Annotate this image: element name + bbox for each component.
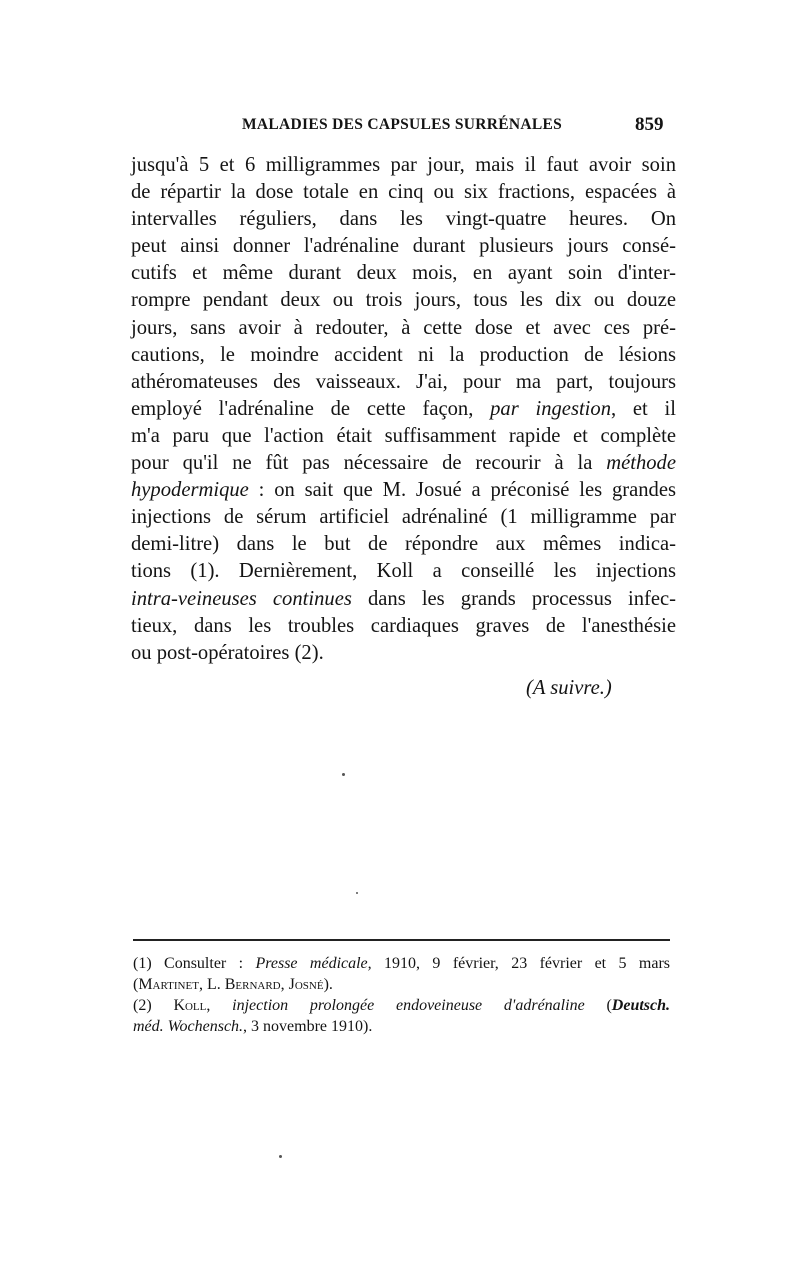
text-line: injections de sérum artificiel adrénaliné (1 milligramme par [131, 506, 676, 529]
italic-segment: intra-veineuses continues [131, 587, 352, 610]
footnote-1-cont [133, 974, 670, 995]
text-line: intervalles réguliers, dans les vingt-quatre heures. On [131, 208, 676, 231]
text-segment: 1910, 9 février, 23 février et 5 mars [371, 955, 670, 972]
italic-segment: Presse médicale, [255, 955, 372, 972]
text-line: cutifs et même durant deux mois, en ayant soin d'inter- [131, 262, 676, 285]
body-text [131, 152, 676, 667]
author-name: Koll, [173, 997, 211, 1014]
text-line [131, 396, 676, 423]
footnotes [133, 953, 670, 1037]
running-title: MALADIES DES CAPSULES SURRÉNALES [242, 116, 563, 133]
text-line: peut ainsi donner l'adrénaline durant plusieurs jours consé- [131, 235, 676, 258]
text-line: ou post-opératoires (2). [131, 641, 324, 664]
text-line: m'a paru que l'action était suffisamment rapide et complète [131, 424, 676, 447]
text-line: jusqu'à 5 et 6 milligrammes par jour, mais il faut avoir soin [131, 154, 676, 176]
text-segment: , et il [611, 397, 676, 420]
text-segment: ( [584, 997, 612, 1014]
author-names: Martinet, L. Bernard, Josné [138, 976, 324, 993]
text-line: jours, sans avoir à redouter, à cette dose et avec ces pré- [131, 316, 676, 339]
text-line: athéromateuses des vaisseaux. J'ai, pour ma part, toujours [131, 370, 676, 393]
text-line: de répartir la dose totale en cinq ou six fractions, espacées à [131, 181, 676, 204]
text-line: cautions, le moindre accident ni la production de lésions [131, 343, 676, 366]
italic-segment: méd. Wochensch. [133, 1018, 244, 1035]
italic-segment: hypodermique [131, 479, 249, 502]
text-segment: (2) [133, 997, 174, 1014]
text-line: tieux, dans les troubles cardiaques graves de l'anesthésie [131, 614, 676, 637]
text-segment: pour qu'il ne fût pas nécessaire de recourir à la [131, 452, 607, 475]
print-speck [342, 773, 345, 776]
italic-segment: par ingestion [490, 397, 611, 420]
footnote-1 [133, 953, 670, 974]
text-segment: dans les grands processus infec- [351, 587, 677, 610]
text-segment: employé l'adrénaline de cette façon, [131, 397, 491, 420]
text-line: demi-litre) dans le but de répondre aux mêmes indica- [131, 533, 676, 556]
text-line: tions (1). Dernièrement, Koll a conseillé les injections [131, 560, 676, 583]
text-line [131, 586, 676, 613]
text-segment: ( [133, 976, 139, 993]
footnote-2-cont [133, 1016, 670, 1037]
footnote-rule [133, 939, 670, 941]
text-segment: ). [323, 976, 333, 993]
text-line [131, 477, 676, 504]
text-segment: (1) Consulter : [133, 955, 256, 972]
text-line [131, 450, 676, 477]
italic-segment: injection prolongée endoveineuse d'adrénaline [210, 997, 585, 1014]
to-be-continued: (A suivre.) [526, 677, 612, 699]
text-line: rompre pendant deux ou trois jours, tous les dix ou douze [131, 289, 676, 312]
italic-segment: Deutsch. [611, 997, 671, 1014]
text-segment: , 3 novembre 1910). [243, 1018, 373, 1035]
page-number: 859 [635, 114, 664, 135]
footnote-2 [133, 995, 670, 1016]
text-segment: : on sait que M. Josué a préconisé les grandes [248, 479, 676, 502]
print-speck [356, 892, 358, 894]
italic-segment: méthode [606, 452, 676, 475]
print-speck [279, 1155, 282, 1158]
